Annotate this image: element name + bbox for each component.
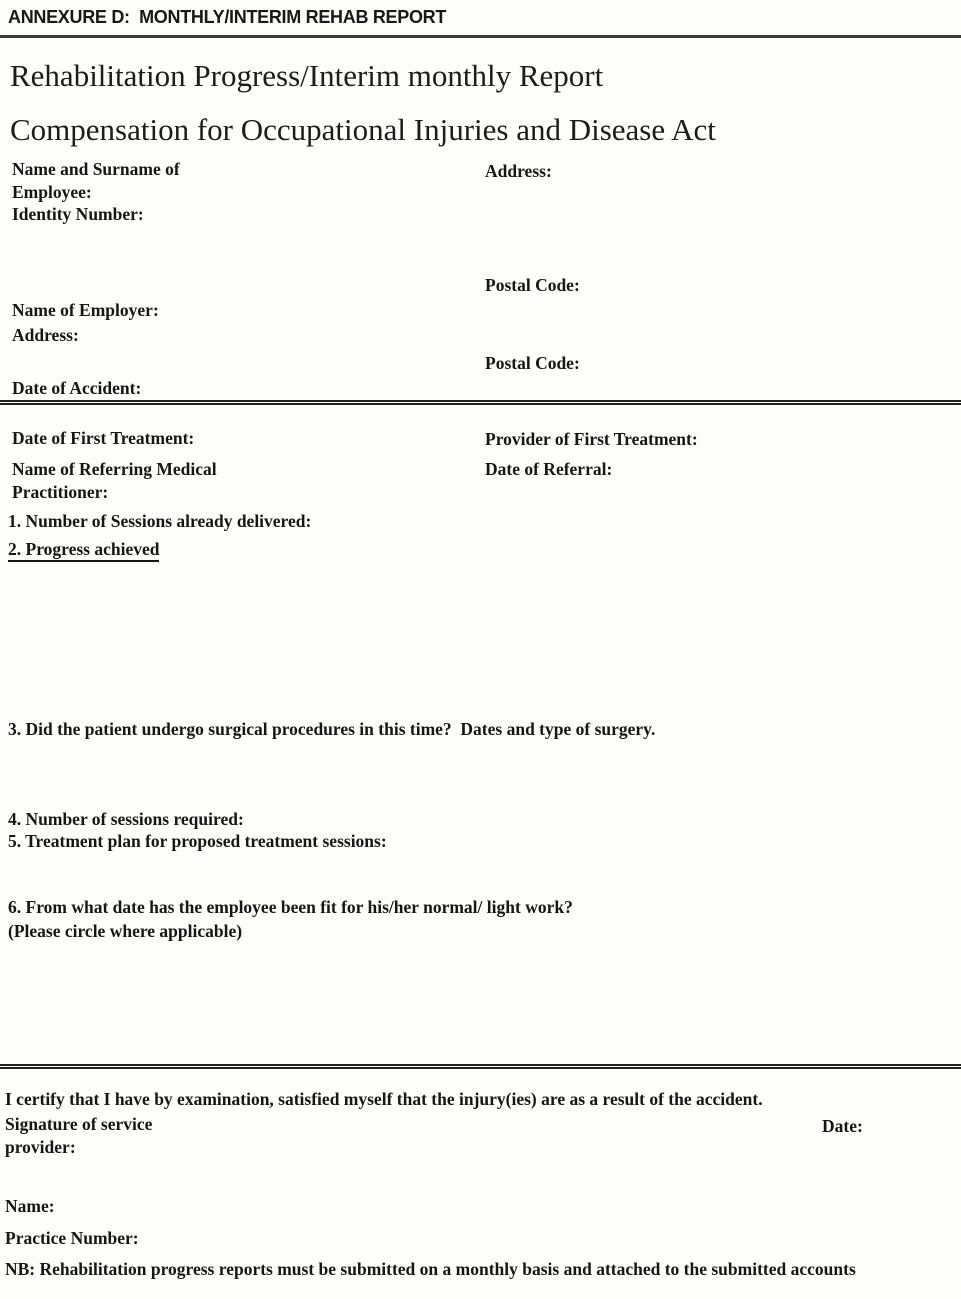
question-1-sessions-delivered: 1. Number of Sessions already delivered: [8,511,312,531]
question-3-surgical-procedures: 3. Did the patient undergo surgical procedures in this time? Dates and type of surgery. [8,719,656,739]
form-title: Rehabilitation Progress/Interim monthly Report [10,58,604,93]
date-first-treatment-label: Date of First Treatment: [12,428,195,448]
section-divider-rule [0,400,961,405]
identity-number-label: Identity Number: [12,204,144,224]
act-title: Compensation for Occupational Injuries and Disease Act [10,112,716,147]
date-of-referral-label: Date of Referral: [485,459,613,479]
certification-divider-rule [0,1064,961,1069]
header-rule [0,35,961,38]
certification-date-label: Date: [822,1116,863,1136]
question-6-fit-for-work: 6. From what date has the employee been fit for his/her normal/ light work? [8,897,573,917]
certify-statement: I certify that I have by examination, satisfied myself that the injury(ies) are as a result of the accident. [5,1089,763,1109]
question-5-treatment-plan: 5. Treatment plan for proposed treatment sessions: [8,831,387,851]
question-4-sessions-required: 4. Number of sessions required: [8,809,244,829]
practice-number-label: Practice Number: [5,1228,139,1248]
provider-first-treatment-label: Provider of First Treatment: [485,429,698,449]
question-2-text: 2. Progress achieved [8,539,159,562]
employee-postal-code-label: Postal Code: [485,275,580,295]
question-6-circle-note: (Please circle where applicable) [8,921,243,941]
question-2-progress-achieved [8,538,159,561]
employee-name-surname-label: Name and Surname of Employee: [12,159,185,202]
nb-submission-note: NB: Rehabilitation progress reports must be submitted on a monthly basis and attached to the submitted accounts [5,1259,856,1279]
employer-postal-code-label: Postal Code: [485,353,580,373]
employer-name-label: Name of Employer: [12,300,159,320]
annexure-header: ANNEXURE D: MONTHLY/INTERIM REHAB REPORT [8,7,447,27]
provider-name-label: Name: [5,1196,55,1216]
date-of-accident-label: Date of Accident: [12,378,142,398]
signature-of-service-provider-label: Signature of service provider: [5,1114,157,1157]
employee-address-label: Address: [485,161,552,181]
employer-address-label: Address: [12,325,79,345]
referring-practitioner-label: Name of Referring Medical Practitioner: [12,459,221,502]
